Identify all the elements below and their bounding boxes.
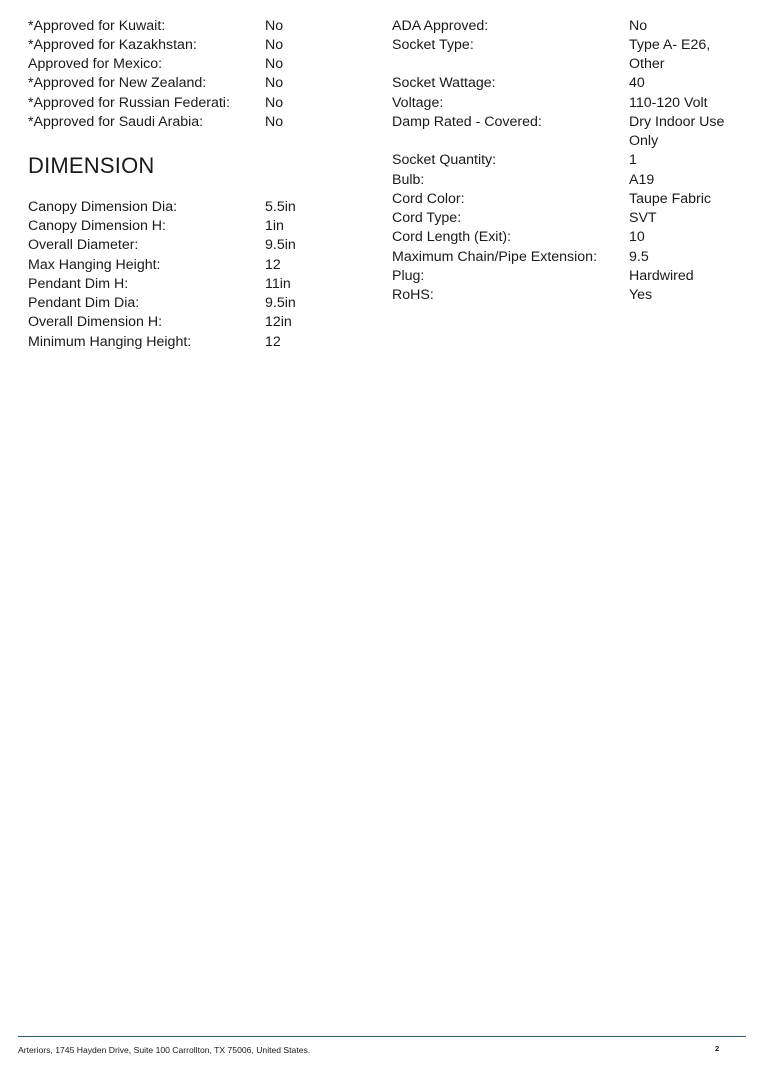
- spec-label: Canopy Dimension H:: [28, 218, 166, 234]
- spec-value: 1: [629, 152, 637, 168]
- spec-value: Taupe Fabric: [629, 191, 712, 207]
- spec-label: Maximum Chain/Pipe Extension:: [392, 249, 598, 265]
- spec-label: ADA Approved:: [392, 18, 489, 34]
- spec-label: Socket Quantity:: [392, 152, 497, 168]
- spec-value: 5.5in: [265, 199, 296, 215]
- spec-value: 9.5: [629, 249, 649, 265]
- spec-label: Cord Type:: [392, 210, 462, 226]
- spec-value: No: [265, 95, 284, 111]
- dimension-heading: DIMENSION: [28, 153, 155, 178]
- spec-value: 40: [629, 75, 645, 91]
- spec-value: Hardwired: [629, 268, 694, 284]
- spec-value: 11in: [265, 276, 291, 292]
- spec-value: 12: [265, 257, 281, 273]
- spec-label: Voltage:: [392, 95, 444, 111]
- spec-label: Bulb:: [392, 172, 425, 188]
- spec-value: Type A- E26,: [629, 37, 711, 53]
- spec-label: *Approved for Kuwait:: [28, 18, 166, 34]
- spec-label: Overall Diameter:: [28, 237, 139, 253]
- spec-value: 9.5in: [265, 237, 296, 253]
- spec-label: Damp Rated - Covered:: [392, 114, 542, 130]
- spec-value: No: [629, 18, 648, 34]
- spec-value: A19: [629, 172, 655, 188]
- spec-label: Pendant Dim H:: [28, 276, 129, 292]
- spec-label: *Approved for Kazakhstan:: [28, 37, 197, 53]
- spec-label: *Approved for Saudi Arabia:: [28, 114, 204, 130]
- spec-value: 1in: [265, 218, 284, 234]
- footer-divider: [18, 1036, 746, 1037]
- spec-label: RoHS:: [392, 287, 434, 303]
- spec-value: No: [265, 75, 284, 91]
- footer-address: Arteriors, 1745 Hayden Drive, Suite 100 Carrollton, TX 75006, United States.: [18, 1045, 311, 1055]
- spec-label: Minimum Hanging Height:: [28, 334, 192, 350]
- spec-value: No: [265, 18, 284, 34]
- spec-label: Cord Length (Exit):: [392, 229, 512, 245]
- spec-value: Only: [629, 133, 659, 149]
- spec-label: Max Hanging Height:: [28, 257, 161, 273]
- spec-label: Approved for Mexico:: [28, 56, 163, 72]
- spec-value: 110-120 Volt: [629, 95, 708, 111]
- spec-value: 12: [265, 334, 281, 350]
- spec-value: No: [265, 56, 284, 72]
- spec-label: *Approved for New Zealand:: [28, 75, 207, 91]
- page-number: 2: [715, 1044, 720, 1053]
- spec-label: Canopy Dimension Dia:: [28, 199, 178, 215]
- spec-value: Yes: [629, 287, 653, 303]
- spec-value: SVT: [629, 210, 657, 226]
- spec-label: *Approved for Russian Federati:: [28, 95, 230, 111]
- spec-value: No: [265, 37, 284, 53]
- spec-value: Dry Indoor Use: [629, 114, 725, 130]
- spec-label: Socket Wattage:: [392, 75, 496, 91]
- spec-label: Plug:: [392, 268, 425, 284]
- spec-value: 12in: [265, 314, 292, 330]
- spec-value: Other: [629, 56, 665, 72]
- spec-label: Cord Color:: [392, 191, 465, 207]
- spec-label: Overall Dimension H:: [28, 314, 163, 330]
- spec-label: Pendant Dim Dia:: [28, 295, 140, 311]
- spec-value: No: [265, 114, 284, 130]
- spec-label: Socket Type:: [392, 37, 474, 53]
- spec-value: 9.5in: [265, 295, 296, 311]
- spec-value: 10: [629, 229, 645, 245]
